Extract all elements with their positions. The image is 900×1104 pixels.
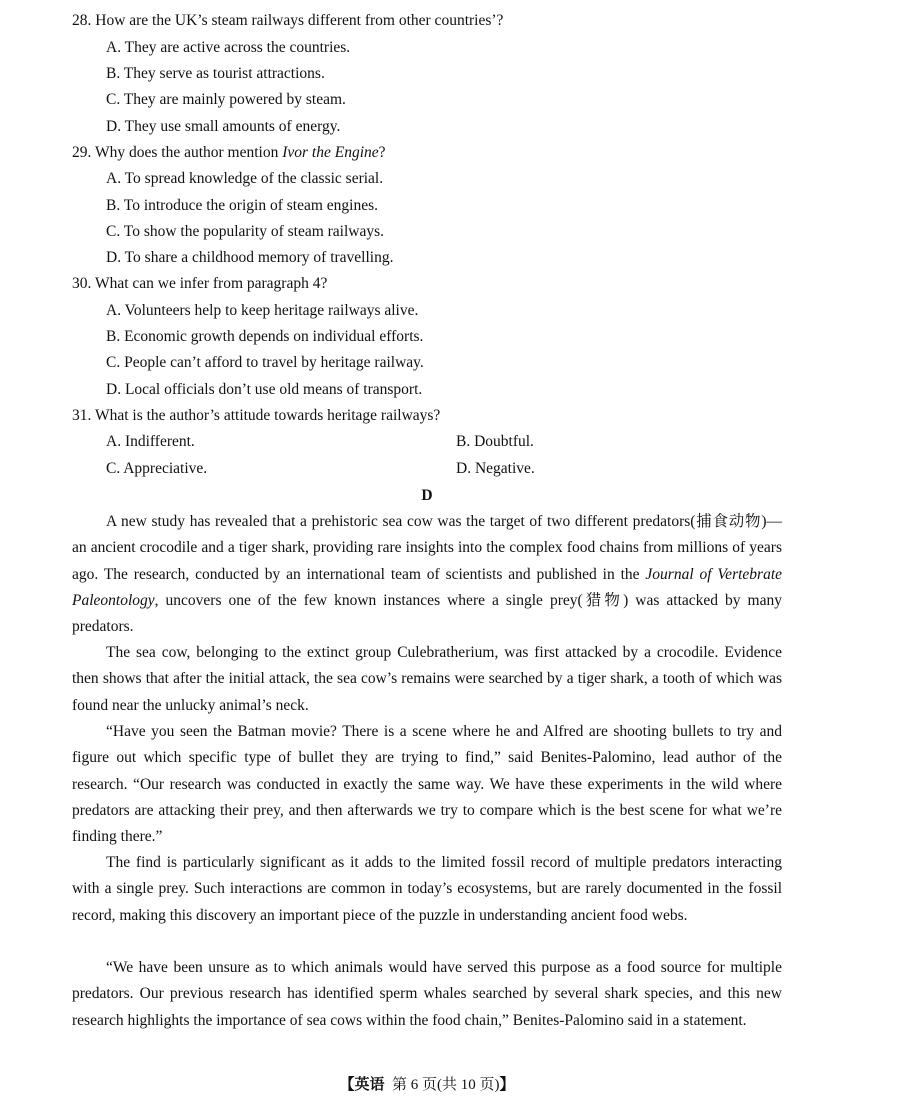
passage-paragraph-5 (72, 955, 782, 1034)
passage-paragraph-2 (72, 640, 782, 719)
question-29-option-d: D. To share a childhood memory of travelling. (106, 249, 394, 266)
question-29-stem (72, 144, 386, 162)
question-28-option-c: C. They are mainly powered by steam. (106, 91, 346, 108)
question-29-option-a: A. To spread knowledge of the classic serial. (106, 170, 384, 187)
passage-paragraph-4-text: The find is particularly significant as it adds to the limited fossil record of multiple predators interacting with a single prey. Such interactions are common in today’s ecosystems, but are rarely documented in the fossil record, making this discovery an important piece of the puzzle in understanding ancient food webs. (72, 854, 782, 924)
question-31-option-d: D. Negative. (456, 460, 535, 477)
footer-bracket: 】 (499, 1077, 515, 1093)
question-29-stem-text: 29. Why does the author mention (72, 144, 283, 161)
question-30-option-a: A. Volunteers help to keep heritage railways alive. (106, 302, 419, 319)
page-footer (0, 1073, 854, 1094)
footer-subject: 【英语 (339, 1077, 385, 1093)
question-28-option-b: B. They serve as tourist attractions. (106, 65, 325, 82)
passage-paragraph-5-text: “We have been unsure as to which animals would have served this purpose as a food source for multiple predators. Our previous research has identified sperm whales searched by several shark species, and this new research highlights the importance of sea cows within the food chain,” Benites-Palomino said in a statement. (72, 959, 782, 1029)
question-31-option-b: B. Doubtful. (456, 433, 534, 450)
passage-paragraph-1-text-b: , uncovers one of the few known instances where a single prey(猎物) was attacked by many predators. (72, 591, 782, 636)
question-29-stem-title: Ivor the Engine (282, 144, 379, 161)
footer-page-number: 第 6 页(共 10 页) (392, 1077, 500, 1093)
passage-paragraph-3 (72, 719, 782, 850)
question-31-option-a: A. Indifferent. (106, 433, 195, 450)
question-30-option-b: B. Economic growth depends on individual efforts. (106, 328, 424, 345)
question-31-stem: 31. What is the author’s attitude towards heritage railways? (72, 407, 441, 424)
section-heading: D (421, 487, 433, 504)
question-28-option-a: A. They are active across the countries. (106, 39, 351, 56)
passage-paragraph-2-text: The sea cow, belonging to the extinct group Culebratherium, was first attacked by a crocodile. Evidence then shows that after the initial attack, the sea cow’s remains were searched by a tiger shark, a tooth of which was found near the unlucky animal’s neck. (72, 644, 782, 714)
question-29-option-c: C. To show the popularity of steam railways. (106, 223, 385, 240)
question-28-stem: 28. How are the UK’s steam railways different from other countries’? (72, 12, 504, 29)
question-28-option-d: D. They use small amounts of energy. (106, 118, 341, 135)
passage-paragraph-1 (72, 509, 782, 640)
question-31-option-c: C. Appreciative. (106, 460, 208, 477)
passage-paragraph-3-text: “Have you seen the Batman movie? There is a scene where he and Alfred are shooting bullets to try and figure out which specific type of bullet they are trying to find,” said Benites-Palomino, lead author of the research. “Our research was conducted in exactly the same way. We have these experiments in the wild where predators are attacking their prey, and then afterwards we try to compare which is the best scene for what we’re finding there.” (72, 723, 782, 846)
question-30-option-d: D. Local officials don’t use old means of transport. (106, 381, 423, 398)
question-29-option-b: B. To introduce the origin of steam engines. (106, 197, 378, 214)
journal-title: Journal of Vertebrate Paleontology (72, 565, 783, 609)
passage-paragraph-4 (72, 850, 782, 929)
passage-paragraph-1-text-a: A new study has revealed that a prehistoric sea cow was the target of two different predators(捕食动物)— an ancient crocodile and a tiger shark, providing rare insights into the complex food chains from millions of years ago. The research, conducted by an international team of scientists and published in the (72, 513, 782, 583)
question-30-option-c: C. People can’t afford to travel by heritage railway. (106, 354, 424, 371)
question-30-stem: 30. What can we infer from paragraph 4? (72, 275, 328, 292)
question-29-stem-end: ? (378, 144, 386, 161)
